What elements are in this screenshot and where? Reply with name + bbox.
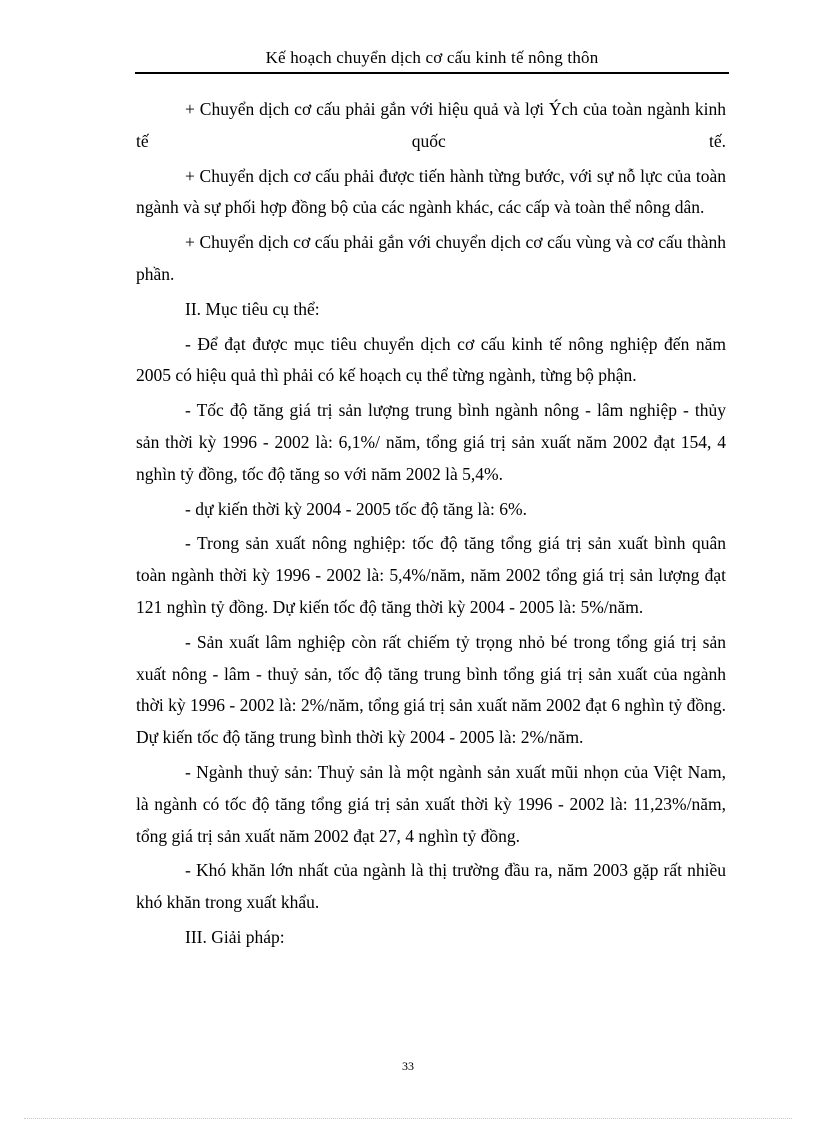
paragraph: - Tốc độ tăng giá trị sản lượng trung bình ngành nông - lâm nghiệp - thủy sản thời kỳ 1996 - 2002 là: 6,1%/ năm, tổng giá trị sản xuất năm 2002 đạt 154, 4 nghìn tỷ đồng, tốc độ tăng so với năm 2002 là 5,4%.: [136, 400, 726, 484]
document-body: [136, 94, 726, 957]
paragraph: - Sản xuất lâm nghiệp còn rất chiếm tỷ trọng nhỏ bé trong tổng giá trị sản xuất nông - lâm - thuỷ sản, tốc độ tăng trung bình tổng giá trị sản xuất của ngành thời kỳ 1996 - 2002 là: 2%/năm, tổng giá trị sản xuất năm 2002 đạt 6 nghìn tỷ đồng. Dự kiến tốc độ tăng trung bình thời kỳ 2004 - 2005 là: 2%/năm.: [136, 631, 726, 748]
page-bottom-divider: [24, 1118, 792, 1119]
paragraph: + Chuyển dịch cơ cấu phải gắn với hiệu quả và lợi Ých của toàn ngành kinh tế quốc tế.: [136, 99, 726, 151]
paragraph: + Chuyển dịch cơ cấu phải được tiến hành từng bước, với sự nỗ lực của toàn ngành và sự phối hợp đồng bộ của các ngành khác, các cấp và toàn thể nông dân.: [136, 165, 726, 218]
paragraph: + Chuyển dịch cơ cấu phải gắn với chuyển dịch cơ cấu vùng và cơ cấu thành phần.: [136, 232, 726, 284]
page-number: 33: [402, 1059, 414, 1073]
paragraph: - Trong sản xuất nông nghiệp: tốc độ tăng tổng giá trị sản xuất bình quân toàn ngành thời kỳ 1996 - 2002 là: 5,4%/năm, năm 2002 tổng giá trị sản lượng đạt 121 nghìn tỷ đồng. Dự kiến tốc độ tăng thời kỳ 2004 - 2005 là: 5%/năm.: [136, 533, 726, 617]
paragraph: - Để đạt được mục tiêu chuyển dịch cơ cấu kinh tế nông nghiệp đến năm 2005 có hiệu quả thì phải có kế hoạch cụ thể từng ngành, từng bộ phận.: [136, 333, 726, 386]
section-heading: III. Giải pháp:: [185, 926, 285, 947]
paragraph: - Ngành thuỷ sản: Thuỷ sản là một ngành sản xuất mũi nhọn của Việt Nam, là ngành có tốc độ tăng tổng giá trị sản xuất thời kỳ 1996 - 2002 là: 11,23%/năm, tổng giá trị sản xuất năm 2002 đạt 27, 4 nghìn tỷ đồng.: [136, 761, 726, 846]
section-heading: II. Mục tiêu cụ thể:: [185, 298, 320, 319]
page-header: [135, 44, 729, 74]
document-title: Kế hoạch chuyển dịch cơ cấu kinh tế nông thôn: [265, 48, 599, 67]
paragraph: - Khó khăn lớn nhất của ngành là thị trường đầu ra, năm 2003 gặp rất nhiều khó khăn trong xuất khẩu.: [136, 860, 726, 913]
paragraph: - dự kiến thời kỳ 2004 - 2005 tốc độ tăng là: 6%.: [185, 498, 527, 519]
